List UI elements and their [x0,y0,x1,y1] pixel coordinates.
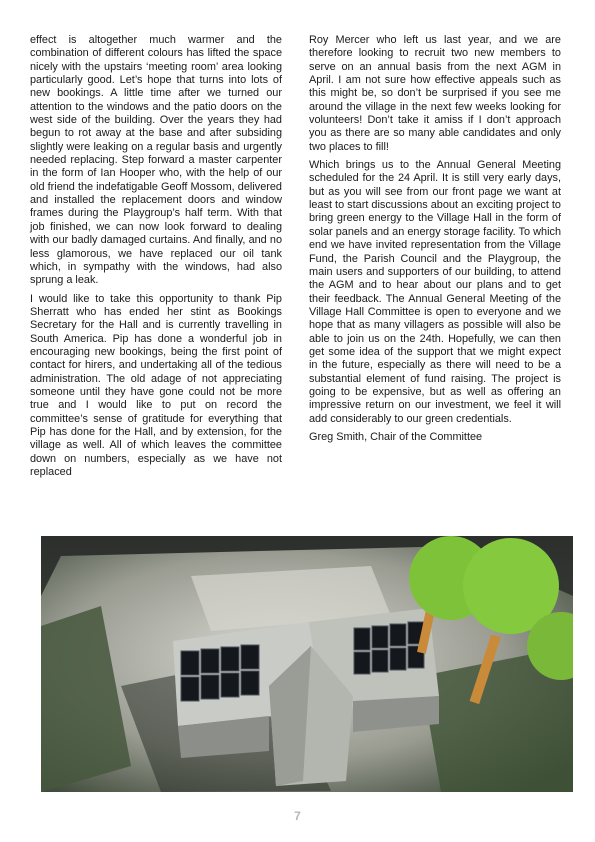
paragraph: I would like to take this opportunity to thank Pip Sherratt who has ended her stint as Bookings Secretary for the Hall and is currently travelling in South America. Pip has done a wonderful job in encouraging new bookings, being the first point of contact for hirers, and undertaking all of the tedious administration. The old adage of not appreciating someone until they have gone could not be more true and I would like to put on record the committee’s sense of gratitude for everything that Pip has done for the Hall, and by extension, for the village as well. All of which leaves the committee down on numbers, especially as we have not replaced [30,292,282,478]
paragraph: effect is altogether much warmer and the combination of different colours has lifted the space nicely with the upstairs ‘meeting room’ area looking particularly good. Let’s hope that turns into lots of new bookings. A little time after we turned our attention to the windows and the patio doors on the west side of the building. Over the years they had begun to rot away at the base and after subsiding slightly were leaking on a regular basis and urgently needed replacing. Step forward a master carpenter in the form of Ian Hooper who, with the help of our old friend the indefatigable Geoff Mossom, delivered and installed the replacement doors and window frames during the Playgroup’s half term. With that job finished, we can now look forward to dealing with our badly damaged curtains. And finally, and no less glamorous, we have replaced our oil tank which, in sympathy with the windows, had also sprung a leak. [30,34,282,287]
signature: Greg Smith, Chair of the Committee [309,430,483,443]
village-hall-solar-render [41,536,573,792]
article-column-left [30,34,282,484]
paragraph: Roy Mercer who left us last year, and we are therefore looking to recruit two new members to serve on an annual basis from the next AGM in April. I am not sure how effective appeals such as this might be, so don’t be surprised if you see me around the village in the next few weeks looking for volunteers! Don’t take it amiss if I don’t approach you as there are so many able candidates and only two places to fill! [309,34,561,153]
article-column-right [309,34,561,449]
paragraph: Which brings us to the Annual General Meeting scheduled for the 24 April. It is still very early days, but as you will see from our front page we want at least to start discussions about an exciting project to bring green energy to the Village Hall in the form of solar panels and an energy storage facility. To which end we have invited representation from the Village Fund, the Parish Council and the Playgroup, the main users and supporters of our building, to attend the AGM and to hear about our plans and to get their feedback. The Annual General Meeting of the Village Hall Committee is open to everyone and we hope that as many villagers as possible will also be able to join us on the 24th. Hopefully, we can then get some idea of the support that we might expect in the future, especially as there will need to be a substantial element of fund raising. The project is going to be expensive, but as well as offering an impressive return on our investment, we feel it will add considerably to our green credentials. [309,159,561,425]
page-number: 7 [294,809,301,823]
